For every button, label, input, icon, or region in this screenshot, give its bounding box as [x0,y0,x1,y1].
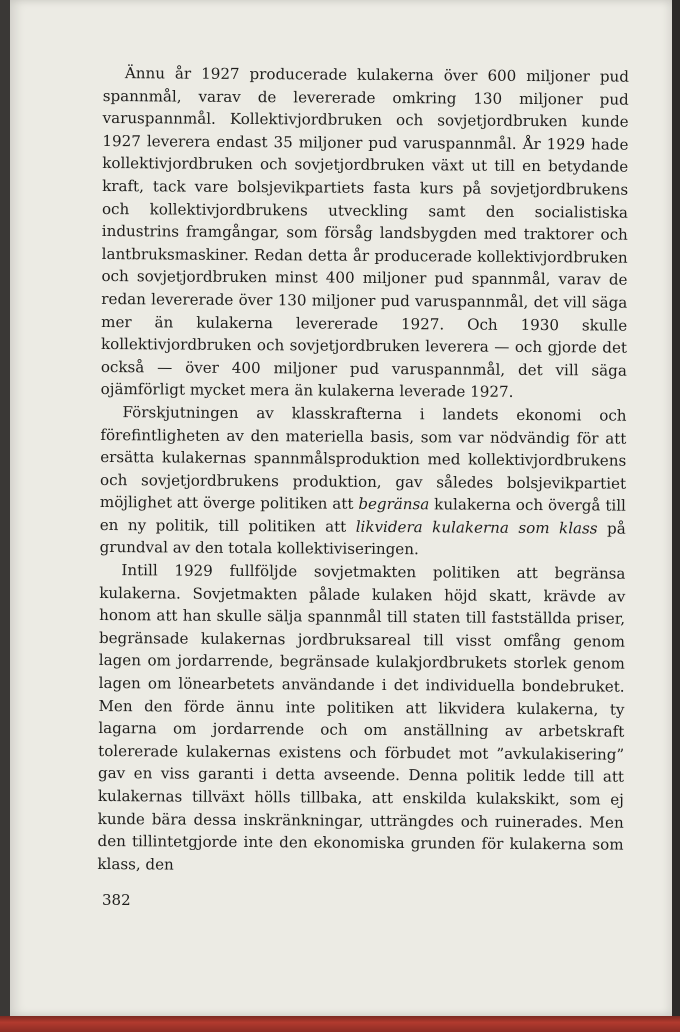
paragraph-3 [97,559,625,879]
italic-phrase: likvidera kulakerna som klass [355,517,598,538]
book-spine-shadow [672,0,680,1032]
paragraph-2 [100,401,627,563]
text-run: Förskjutningen av klasskrafterna i landets ekonomi och förefintligheten av den materiella basis, som var nödvändig för att ersätta kulakernas spannmålsproduktion med kollektivjordbrukens och sovjetjordbrukens produktion, gav således bolsjevikpartiet möjlighet att överge politiken att [99,403,627,514]
text-run: på grundval av den totala kollektiviseringen. [99,519,626,559]
italic-phrase: begränsa [358,495,430,514]
text-run: Intill 1929 fullföljde sovjetmakten politiken att begränsa kulakerna. Sovjetmakten pålade kulaken höjd skatt, krävde av honom att han skulle sälja spannmål till staten till fastställda priser, begränsade kulakernas jordbruksareal till visst omfång genom lagen om jordarrende, begränsade kulakjordbrukets storlek genom lagen om lönearbetets användande i det individuella bondebruket. Men den förde ännu inte politiken att likvidera kulakerna, ty lagarna om jordarrende och om anställning av arbetskraft tolererade kulakernas existens och förbudet mot ”avkulakisering” gav en viss garanti i detta avseende. Denna politik ledde till att kulakernas tillväxt hölls tillbaka, att enskilda kulakskikt, som ej kunde bära dessa inskränkningar, utträngdes och ruinerades. Men den tillintetgjorde inte den ekonomiska grunden för kulakerna som klass, den [97,561,626,874]
page-number: 382 [102,891,131,909]
book-page [10,0,672,1016]
text-run: Ännu år 1927 producerade kulakerna över 600 miljoner pud spannmål, varav de levererade omkring 130 miljoner pud varuspannmål. Kollektivjordbruken och sovjetjordbruken kunde 1927 leverera endast 35 miljoner pud varuspannmål. År 1929 hade kollektivjordbruken och sovjetjordbruken växt ut till en betydande kraft, tack vare bolsjevikpartiets fasta kurs på sovjetjordbrukens och kollektivjordbrukens utveckling samt den socialistiska industrins framgångar, som försåg landsbygden med traktorer och lantbruksmaskiner. Redan detta år producerade kollektivjordbruken och sovjetjordbruken minst 400 miljoner pud spannmål, varav de redan levererade över 130 miljoner pud varuspannmål, det vill säga mer än kulakerna levererade 1927. Och 1930 skulle kollektivjordbruken och sovjetjordbruken leverera — och gjorde det också — över 400 miljoner pud varuspannmål, det vill säga ojämförligt mycket mera än kulakerna leverade 1927. [100,64,629,402]
paragraph-1 [101,62,629,405]
text-run: kulakerna och övergå till en ny politik, till politiken att [99,495,626,536]
book-cover-edge [0,1016,680,1032]
body-text [97,62,629,879]
